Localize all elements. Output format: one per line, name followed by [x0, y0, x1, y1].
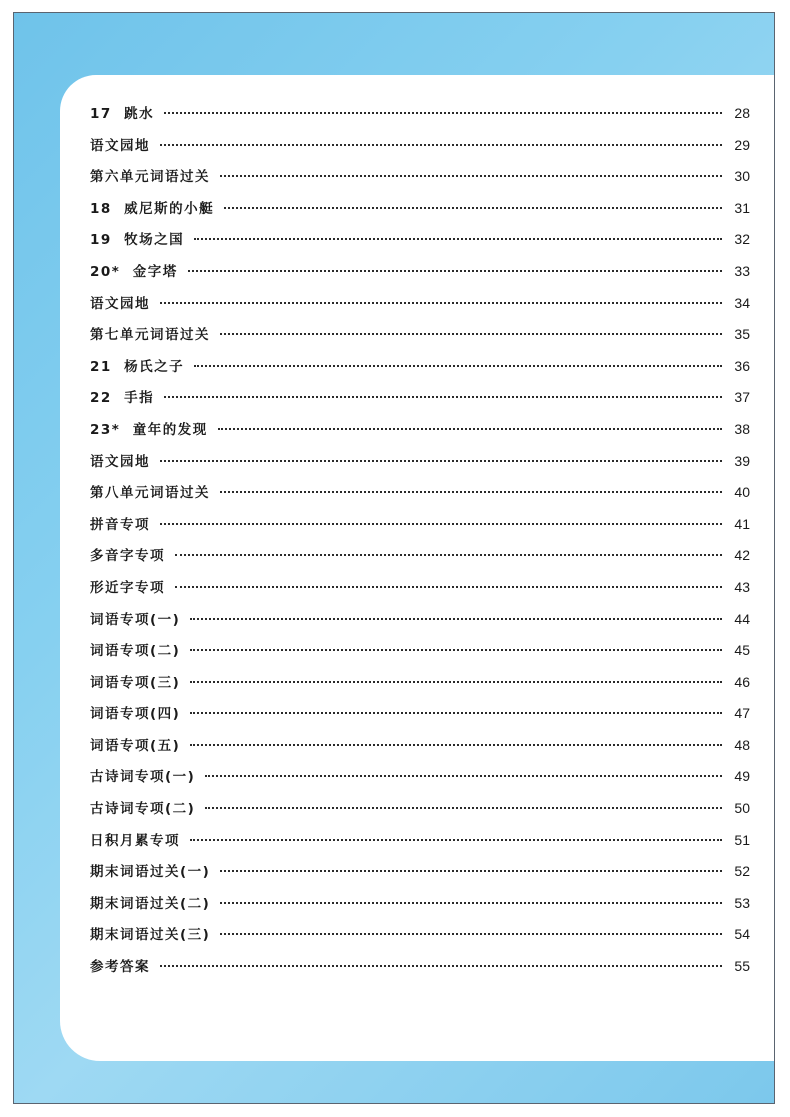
toc-entry[interactable]: [90, 825, 750, 857]
toc-entry[interactable]: [90, 193, 750, 225]
toc-page-number: 28: [734, 105, 750, 121]
toc-dot-leader: [188, 270, 722, 272]
toc-entry[interactable]: [90, 604, 750, 636]
toc-entry-title: 词语专项(三): [90, 674, 181, 691]
toc-dot-leader: [224, 207, 722, 209]
toc-entry-title: 多音字专项: [90, 548, 165, 565]
toc-entry[interactable]: [90, 319, 750, 351]
toc-entry[interactable]: [90, 288, 750, 320]
toc-entry[interactable]: [90, 509, 750, 541]
toc-entry[interactable]: [90, 761, 750, 793]
toc-page-number: 49: [734, 768, 750, 785]
toc-page-number: 54: [734, 926, 750, 943]
toc-entry-title: 21 杨氏之子: [90, 358, 185, 375]
toc-page-number: 43: [734, 578, 750, 595]
toc-page-number: 31: [734, 199, 750, 216]
toc-dot-leader: [175, 586, 722, 588]
toc-dot-leader: [218, 428, 722, 430]
toc-page-number: 48: [734, 736, 750, 753]
toc-dot-leader: [205, 807, 722, 809]
toc-entry-title: 22 手指: [90, 390, 155, 407]
toc-page-number: 30: [734, 168, 750, 185]
toc-entry-title: 语文园地: [90, 453, 150, 470]
toc-page-number: 42: [734, 547, 750, 564]
toc-page-number: 41: [734, 515, 750, 532]
toc-entry[interactable]: [90, 98, 750, 130]
toc-dot-leader: [220, 933, 722, 935]
toc-entry-title: 日积月累专项: [90, 832, 180, 849]
toc-page-number: 52: [734, 863, 750, 880]
toc-entry-title: 第七单元词语过关: [90, 327, 210, 344]
toc-entry-title: 语文园地: [90, 137, 150, 154]
toc-page-number: 45: [734, 642, 750, 659]
toc-dot-leader: [160, 144, 722, 146]
toc-entry[interactable]: [90, 446, 750, 478]
toc-entry[interactable]: [90, 414, 750, 446]
toc-dot-leader: [220, 870, 722, 872]
toc-dot-leader: [190, 618, 722, 620]
toc-page-number: 38: [734, 420, 750, 437]
toc-entry-title: 拼音专项: [90, 516, 150, 533]
toc-dot-leader: [190, 839, 722, 841]
toc-dot-leader: [160, 965, 722, 967]
toc-page-number: 50: [734, 800, 750, 817]
toc-entry-title: 18 威尼斯的小艇: [90, 200, 215, 217]
toc-entry[interactable]: [90, 477, 750, 509]
toc-dot-leader: [160, 523, 722, 525]
toc-entry[interactable]: [90, 130, 750, 162]
toc-page-number: 29: [734, 136, 750, 153]
toc-page-number: 39: [734, 452, 750, 469]
toc-dot-leader: [190, 649, 722, 651]
toc-entry-title: 古诗词专项(一): [90, 769, 196, 786]
toc-page-number: 46: [734, 673, 750, 690]
toc-entry[interactable]: [90, 351, 750, 383]
toc-entry-title: 词语专项(五): [90, 737, 181, 754]
toc-dot-leader: [164, 396, 722, 398]
toc-entry-title: 参考答案: [90, 959, 150, 976]
toc-entry[interactable]: [90, 698, 750, 730]
toc-page-number: 51: [734, 831, 750, 848]
toc-entry[interactable]: [90, 793, 750, 825]
toc-dot-leader: [190, 681, 722, 683]
toc-dot-leader: [220, 175, 722, 177]
toc-entry[interactable]: [90, 572, 750, 604]
toc-dot-leader: [194, 365, 722, 367]
toc-entry[interactable]: [90, 919, 750, 951]
toc-dot-leader: [190, 744, 722, 746]
toc-dot-leader: [220, 902, 722, 904]
toc-page-number: 53: [734, 894, 750, 911]
toc-entry-title: 17 跳水: [90, 106, 155, 122]
toc-entry-title: 期末词语过关(三): [90, 927, 211, 944]
toc-entry[interactable]: [90, 730, 750, 762]
toc-entry-title: 第八单元词语过关: [90, 485, 210, 502]
toc-entry-title: 期末词语过关(一): [90, 864, 211, 881]
toc-dot-leader: [175, 554, 722, 556]
toc-page-number: 47: [734, 705, 750, 722]
toc-entry-title: 词语专项(一): [90, 611, 181, 628]
toc-dot-leader: [160, 302, 722, 304]
toc-entry-title: 古诗词专项(二): [90, 801, 196, 818]
toc-entry[interactable]: [90, 161, 750, 193]
toc-entry[interactable]: [90, 951, 750, 983]
toc-entry[interactable]: [90, 856, 750, 888]
toc-page-number: 40: [734, 484, 750, 501]
toc-dot-leader: [194, 238, 722, 240]
toc-entry[interactable]: [90, 888, 750, 920]
toc-dot-leader: [160, 460, 722, 462]
page-frame: [13, 12, 775, 1104]
toc-dot-leader: [220, 333, 722, 335]
toc-entry-title: 20* 金字塔: [90, 263, 178, 280]
toc-page-number: 33: [734, 262, 750, 279]
toc-entry[interactable]: [90, 224, 750, 256]
toc-page-number: 37: [734, 389, 750, 406]
toc-dot-leader: [164, 112, 722, 114]
toc-entry-title: 19 牧场之国: [90, 232, 185, 249]
toc-entry-title: 形近字专项: [90, 579, 165, 596]
toc-page-number: 34: [734, 294, 750, 311]
toc-dot-leader: [220, 491, 722, 493]
toc-entry-title: 第六单元词语过关: [90, 169, 210, 186]
toc-entry-title: 23* 童年的发现: [90, 421, 208, 438]
table-of-contents: [90, 98, 750, 983]
toc-page-number: 44: [734, 610, 750, 627]
toc-entry[interactable]: [90, 540, 750, 572]
toc-dot-leader: [205, 775, 722, 777]
toc-page-number: 35: [734, 326, 750, 343]
content-panel: [60, 75, 775, 1061]
toc-entry-title: 词语专项(四): [90, 706, 181, 723]
toc-entry-title: 语文园地: [90, 295, 150, 312]
toc-entry[interactable]: [90, 667, 750, 699]
toc-entry[interactable]: [90, 382, 750, 414]
toc-page-number: 36: [734, 357, 750, 374]
toc-entry-title: 词语专项(二): [90, 643, 181, 660]
toc-entry-title: 期末词语过关(二): [90, 895, 211, 912]
toc-page-number: 32: [734, 231, 750, 248]
toc-dot-leader: [190, 712, 722, 714]
toc-entry[interactable]: [90, 256, 750, 288]
toc-entry[interactable]: [90, 635, 750, 667]
toc-page-number: 55: [734, 958, 750, 975]
